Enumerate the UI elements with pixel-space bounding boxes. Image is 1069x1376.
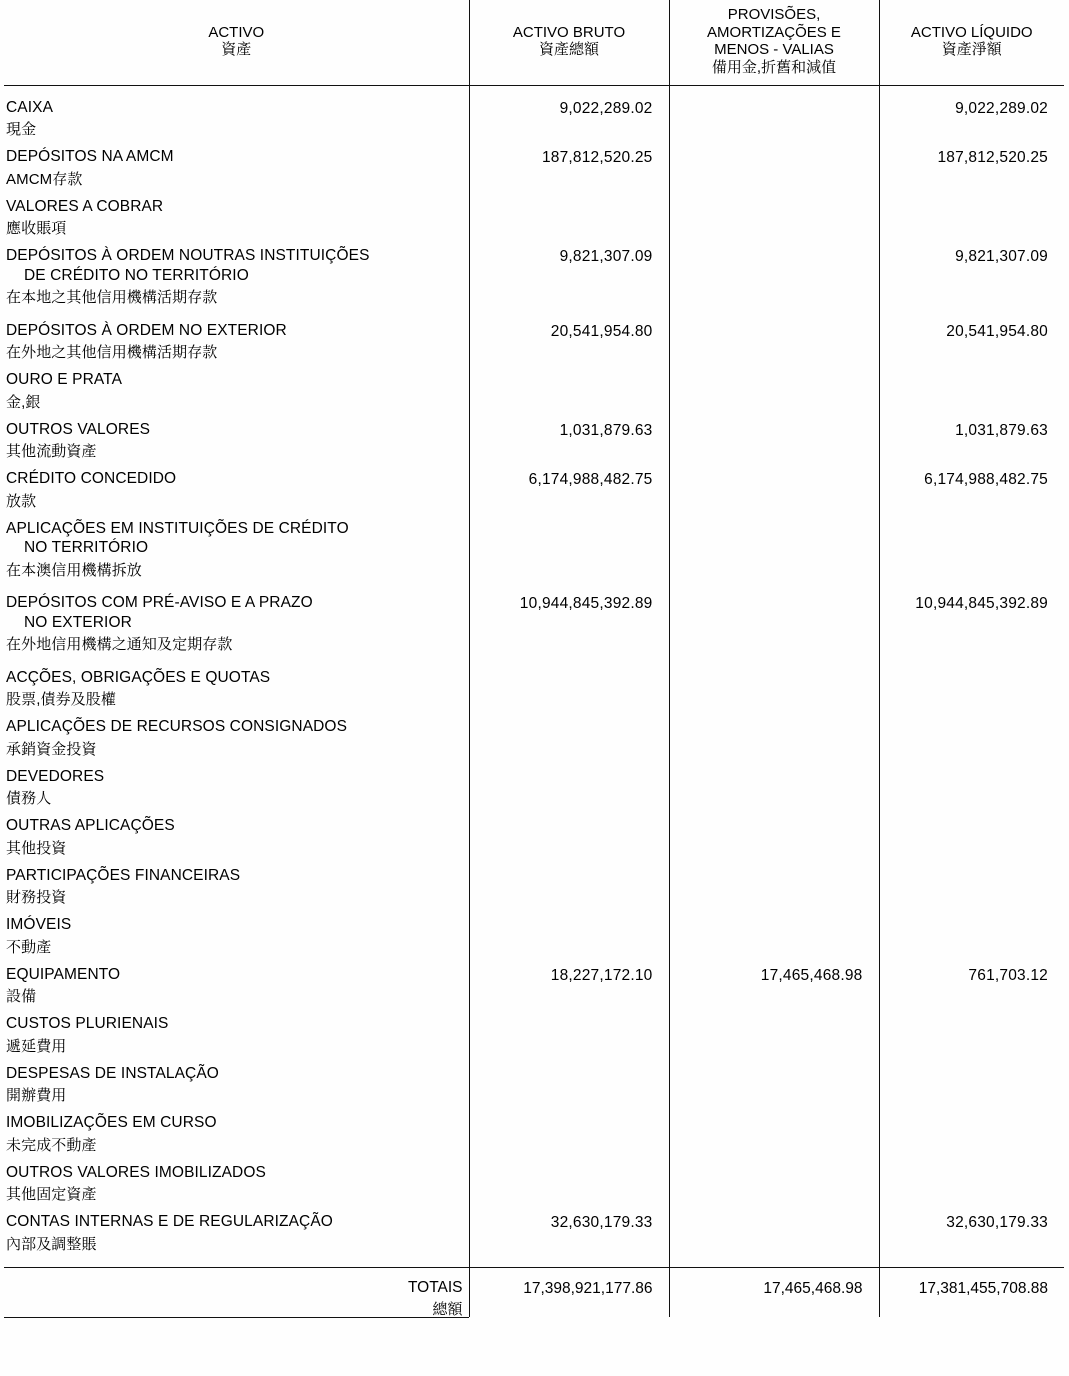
row-gross-value	[470, 914, 669, 964]
table-row	[4, 468, 469, 518]
row-provisions-value	[670, 146, 879, 196]
table-row	[4, 766, 469, 816]
table-row	[4, 716, 469, 766]
row-provisions-value	[670, 97, 879, 147]
row-label-cjk: 內部及調整賬	[6, 1235, 97, 1253]
row-provisions-value	[670, 815, 879, 865]
table-row	[4, 1211, 469, 1261]
label-rows	[4, 86, 469, 1267]
row-label-pt-cont: NO EXTERIOR	[24, 613, 132, 631]
row-label-cjk: 在外地信用機構之通知及定期存款	[6, 636, 233, 654]
row-net-value	[880, 1112, 1065, 1162]
row-label-pt: EQUIPAMENTO	[6, 965, 121, 983]
totals-provisions-value: 17,465,468.98	[763, 1279, 863, 1297]
row-gross-value	[470, 1112, 669, 1162]
row-net-value: 1,031,879.63	[955, 421, 1048, 439]
row-label-cjk: 未完成不動產	[6, 1136, 97, 1154]
row-label	[4, 592, 469, 652]
column-header-net-cjk: 資產淨額	[941, 41, 1002, 59]
column-header-net-pt: ACTIVO LÍQUIDO	[910, 23, 1033, 41]
footer-rule	[4, 1317, 469, 1318]
column-header-asset-cjk: 資產	[221, 41, 252, 59]
net-rows	[880, 86, 1065, 1267]
row-label	[4, 964, 469, 1005]
row-label-cjk: 其他流動資產	[6, 443, 97, 461]
row-provisions-value	[670, 716, 879, 766]
row-label-pt: CUSTOS PLURIENAIS	[6, 1015, 169, 1033]
row-provisions-value	[670, 667, 879, 717]
row-net-value	[880, 716, 1065, 766]
row-label-cjk: 在本澳信用機構拆放	[6, 561, 142, 579]
table-row	[4, 518, 469, 593]
table-header	[4, 0, 1064, 85]
table-row	[4, 914, 469, 964]
row-label-pt: DEPÓSITOS À ORDEM NOUTRAS INSTITUIÇÕES	[6, 247, 370, 265]
column-header-asset-pt: ACTIVO	[208, 23, 265, 41]
labels-column	[4, 85, 469, 1267]
row-gross-value: 9,821,307.09	[559, 248, 653, 266]
row-provisions-value	[670, 518, 879, 593]
row-label	[4, 716, 469, 757]
row-net-value	[880, 865, 1065, 915]
row-provisions-value	[670, 245, 879, 320]
row-net-value: 10,944,845,392.89	[915, 595, 1048, 613]
row-label	[4, 419, 469, 460]
row-provisions-value	[670, 1013, 879, 1063]
row-net-value	[880, 1162, 1065, 1212]
assets-balance-table	[4, 0, 1064, 1317]
table-row	[4, 1063, 469, 1113]
row-gross-value: 9,022,289.02	[559, 99, 653, 117]
row-gross-value: 187,812,520.25	[541, 149, 653, 167]
row-provisions-value	[670, 592, 879, 667]
row-net-value: 32,630,179.33	[946, 1214, 1048, 1232]
row-label-pt: IMÓVEIS	[6, 916, 72, 934]
row-label	[4, 196, 469, 237]
totals-net-value: 17,381,455,708.88	[918, 1279, 1048, 1297]
row-label-pt: APLICAÇÕES DE RECURSOS CONSIGNADOS	[6, 718, 348, 736]
row-label-pt: DEPÓSITOS COM PRÉ-AVISO E A PRAZO	[6, 594, 313, 612]
row-label-cjk: 現金	[6, 121, 37, 139]
row-gross-value	[470, 1013, 669, 1063]
row-label-cjk: AMCM存款	[6, 170, 83, 188]
table-row	[4, 146, 469, 196]
row-label	[4, 320, 469, 361]
totals-label	[4, 1268, 469, 1318]
provisions-column	[669, 85, 879, 1267]
row-net-value: 9,022,289.02	[955, 99, 1048, 117]
row-net-value	[880, 667, 1065, 717]
row-provisions-value	[670, 320, 879, 370]
table-row	[4, 245, 469, 320]
row-label-cjk: 開辦費用	[6, 1087, 67, 1105]
row-label	[4, 914, 469, 955]
totals-label-pt: TOTAIS	[407, 1278, 463, 1296]
row-label	[4, 146, 469, 187]
row-label	[4, 1063, 469, 1104]
provisions-rows	[670, 86, 879, 1267]
row-label-pt: OURO E PRATA	[6, 371, 123, 389]
row-label-pt: ACÇÕES, OBRIGAÇÕES E QUOTAS	[6, 668, 271, 686]
row-provisions-value	[670, 1211, 879, 1261]
row-gross-value: 1,031,879.63	[559, 421, 653, 439]
totals-provisions-cell	[669, 1267, 879, 1317]
row-label	[4, 1013, 469, 1054]
row-label-cjk: 應收賬項	[6, 220, 67, 238]
row-label-pt-cont: NO TERRITÓRIO	[24, 539, 149, 557]
row-label	[4, 766, 469, 807]
table-row	[4, 1112, 469, 1162]
row-provisions-value	[670, 865, 879, 915]
row-net-value: 6,174,988,482.75	[924, 471, 1048, 489]
row-provisions-value	[670, 1112, 879, 1162]
row-gross-value	[470, 815, 669, 865]
table-row	[4, 865, 469, 915]
row-label	[4, 1112, 469, 1153]
table-row	[4, 592, 469, 667]
table-body	[4, 85, 1064, 1267]
row-net-value	[880, 815, 1065, 865]
table-row	[4, 97, 469, 147]
row-label-pt: DEVEDORES	[6, 767, 105, 785]
column-header-net	[879, 0, 1064, 85]
totals-gross-value: 17,398,921,177.86	[523, 1279, 653, 1297]
table-row	[4, 964, 469, 1014]
column-header-provisions	[669, 0, 879, 85]
row-label-cjk: 財務投資	[6, 889, 67, 907]
row-label	[4, 667, 469, 708]
row-net-value	[880, 914, 1065, 964]
row-label-cjk: 股票,債券及股權	[6, 691, 116, 709]
row-net-value: 20,541,954.80	[946, 322, 1048, 340]
row-provisions-value	[670, 766, 879, 816]
row-provisions-value	[670, 1063, 879, 1113]
row-net-value	[880, 196, 1065, 246]
row-gross-value	[470, 766, 669, 816]
table-row	[4, 667, 469, 717]
table-row	[4, 196, 469, 246]
row-label-pt: CRÉDITO CONCEDIDO	[6, 470, 177, 488]
column-header-gross	[469, 0, 669, 85]
row-label-pt: OUTROS VALORES IMOBILIZADOS	[6, 1163, 266, 1181]
row-gross-value	[470, 518, 669, 593]
row-provisions-value	[670, 1162, 879, 1212]
row-label-cjk: 設備	[6, 988, 37, 1006]
totals-label-cjk: 總額	[432, 1301, 463, 1319]
row-label-pt: IMOBILIZAÇÕES EM CURSO	[6, 1114, 217, 1132]
row-provisions-value	[670, 369, 879, 419]
row-label	[4, 865, 469, 906]
row-gross-value	[470, 369, 669, 419]
row-net-value: 761,703.12	[968, 966, 1048, 984]
row-label-pt-cont: DE CRÉDITO NO TERRITÓRIO	[24, 266, 249, 284]
column-header-provisions-cjk: 備用金,折舊和減值	[711, 59, 837, 77]
table-footer	[4, 1267, 1064, 1317]
row-label	[4, 1211, 469, 1252]
row-label-cjk: 其他投資	[6, 839, 67, 857]
row-net-value: 187,812,520.25	[937, 149, 1048, 167]
row-provisions-value	[670, 196, 879, 246]
row-label-pt: PARTICIPAÇÕES FINANCEIRAS	[6, 866, 241, 884]
row-label	[4, 245, 469, 305]
gross-rows	[470, 86, 669, 1267]
row-label-pt: CONTAS INTERNAS E DE REGULARIZAÇÃO	[6, 1213, 333, 1231]
row-net-value	[880, 766, 1065, 816]
row-gross-value: 32,630,179.33	[550, 1214, 653, 1232]
row-label-pt: DESPESAS DE INSTALAÇÃO	[6, 1064, 219, 1082]
row-label-cjk: 遞延費用	[6, 1037, 67, 1055]
row-label-pt: OUTROS VALORES	[6, 420, 151, 438]
row-label-pt: APLICAÇÕES EM INSTITUIÇÕES DE CRÉDITO	[6, 519, 349, 537]
column-header-gross-pt: ACTIVO BRUTO	[512, 23, 626, 41]
column-header-provisions-pt-line1: PROVISÕES,	[727, 6, 821, 23]
row-label	[4, 468, 469, 509]
table-row	[4, 1013, 469, 1063]
row-net-value	[880, 1013, 1065, 1063]
row-label	[4, 518, 469, 578]
row-label	[4, 369, 469, 410]
table-row	[4, 320, 469, 370]
row-label-pt: DEPÓSITOS À ORDEM NO EXTERIOR	[6, 321, 287, 339]
totals-gross-cell	[469, 1267, 669, 1317]
row-label	[4, 97, 469, 138]
column-header-asset	[4, 0, 469, 85]
row-gross-value: 10,944,845,392.89	[519, 595, 653, 613]
totals-net-cell	[879, 1267, 1064, 1317]
gross-column	[469, 85, 669, 1267]
row-label-pt: CAIXA	[6, 98, 54, 116]
row-label-cjk: 金,銀	[6, 393, 41, 411]
table-row	[4, 419, 469, 469]
column-header-provisions-pt-line2: AMORTIZAÇÕES E	[707, 23, 841, 41]
row-label-cjk: 承銷資金投資	[6, 740, 97, 758]
row-label-cjk: 債務人	[6, 790, 52, 808]
row-net-value	[880, 518, 1065, 593]
row-label	[4, 815, 469, 856]
net-column	[879, 85, 1064, 1267]
table-row	[4, 815, 469, 865]
column-header-gross-cjk: 資產總額	[538, 41, 599, 59]
row-label-cjk: 放款	[6, 492, 37, 510]
column-header-provisions-pt-line3: MENOS - VALIAS	[714, 41, 834, 59]
row-provisions-value	[670, 914, 879, 964]
row-gross-value	[470, 196, 669, 246]
totals-label-cell	[4, 1267, 469, 1317]
row-provisions-value	[670, 468, 879, 518]
row-net-value: 9,821,307.09	[955, 248, 1048, 266]
row-provisions-value	[670, 419, 879, 469]
row-net-value	[880, 369, 1065, 419]
row-net-value	[880, 1063, 1065, 1113]
row-gross-value	[470, 865, 669, 915]
row-gross-value: 18,227,172.10	[550, 966, 653, 984]
row-label-cjk: 其他固定資產	[6, 1186, 97, 1204]
row-gross-value: 20,541,954.80	[550, 322, 653, 340]
row-gross-value: 6,174,988,482.75	[528, 471, 653, 489]
row-gross-value	[470, 1162, 669, 1212]
table-row	[4, 1162, 469, 1212]
table-row	[4, 369, 469, 419]
row-label-cjk: 在外地之其他信用機構活期存款	[6, 344, 218, 362]
row-label-cjk: 不動產	[6, 938, 52, 956]
row-label	[4, 1162, 469, 1203]
row-label-pt: VALORES A COBRAR	[6, 197, 164, 215]
row-label-pt: DEPÓSITOS NA AMCM	[6, 148, 174, 166]
row-label-cjk: 在本地之其他信用機構活期存款	[6, 289, 218, 307]
row-provisions-value: 17,465,468.98	[760, 966, 863, 984]
row-gross-value	[470, 667, 669, 717]
row-label-pt: OUTRAS APLICAÇÕES	[6, 817, 175, 835]
row-gross-value	[470, 1063, 669, 1113]
row-gross-value	[470, 716, 669, 766]
